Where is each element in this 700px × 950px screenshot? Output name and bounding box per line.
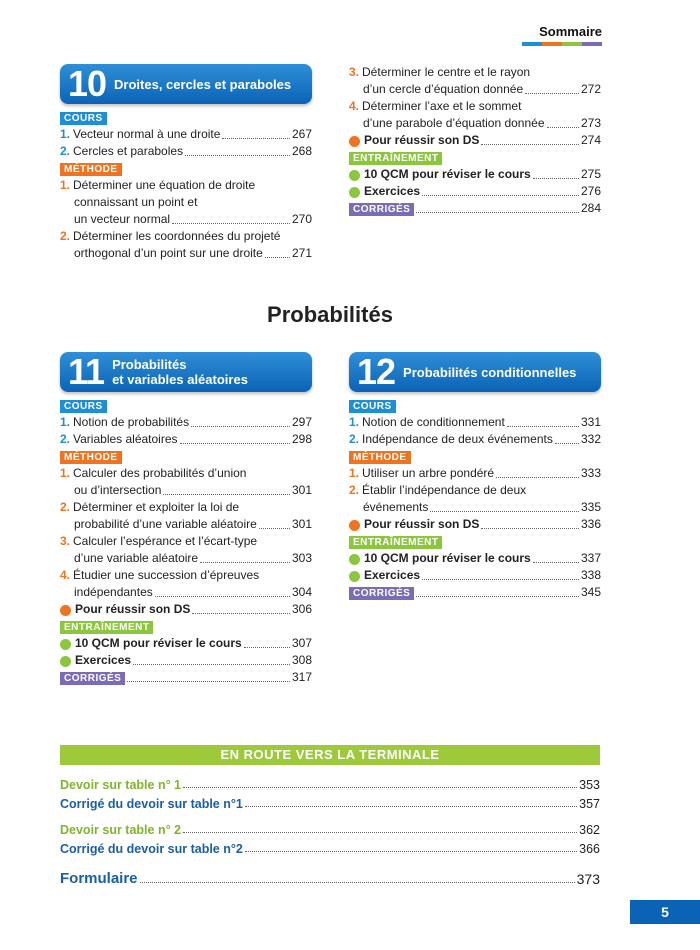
entry-label: Calculer l’espérance et l’écart-type (73, 534, 258, 548)
chapter-10-column-right (349, 64, 601, 217)
toc-entry-qcm[interactable] (60, 635, 312, 652)
route-entry[interactable] (60, 823, 600, 837)
leader-dots (191, 426, 290, 427)
entry-page: 331 (580, 415, 601, 429)
bullet-icon (349, 187, 360, 198)
entry-number: 2. (349, 432, 360, 446)
entry-label: Devoir sur table n° 1 (60, 778, 182, 792)
page-header-title: Sommaire (539, 24, 602, 39)
entry-number: 1. (60, 178, 71, 192)
entry-page: 338 (580, 568, 601, 582)
chapter-number: 10 (68, 63, 107, 104)
entry-label: Notion de probabilités (73, 415, 190, 429)
color-bar-segment (542, 42, 562, 46)
entry-page: 308 (291, 653, 312, 667)
chapter-number: 12 (357, 351, 396, 392)
leader-dots (192, 613, 290, 614)
toc-entry-qcm[interactable] (349, 166, 601, 183)
toc-entry-exercices[interactable] (349, 183, 601, 200)
formulaire-entry[interactable] (60, 870, 600, 887)
toc-entry-qcm[interactable] (349, 550, 601, 567)
entry-label: Corrigé du devoir sur table n°1 (60, 797, 243, 811)
entry-label: Déterminer les coordonnées du projeté (73, 229, 281, 243)
toc-entry[interactable] (349, 98, 601, 132)
entry-label: Cercles et paraboles (73, 144, 184, 158)
entry-number: 1. (60, 466, 71, 480)
chapter-11-column (60, 352, 312, 686)
entry-page: 303 (291, 551, 312, 565)
chapter-10-header[interactable] (60, 64, 312, 104)
chapter-title (112, 357, 248, 387)
entry-page: 357 (579, 797, 600, 811)
entry-number: 1. (60, 127, 71, 141)
formulaire-label: Formulaire (60, 870, 138, 887)
entry-label: d’une variable aléatoire (74, 551, 199, 565)
color-bar-segment (562, 42, 582, 46)
entry-label: Variables aléatoires (73, 432, 178, 446)
toc-entry-ds[interactable] (60, 601, 312, 618)
leader-dots (265, 257, 290, 258)
entry-page: 373 (576, 871, 600, 887)
toc-entry-ds[interactable] (349, 132, 601, 149)
entry-label: ou d’intersection (74, 483, 162, 497)
leader-dots (533, 178, 579, 179)
cours-tag: COURS (60, 112, 107, 125)
leader-dots (180, 443, 290, 444)
section-title: Probabilités (267, 302, 393, 327)
entry-label: 10 QCM pour réviser le cours (364, 551, 531, 565)
entry-label: Indépendance de deux événements (362, 432, 553, 446)
entry-page: 335 (580, 500, 601, 514)
entry-label: Étudier une succession d’épreuves (73, 568, 260, 582)
entry-label: Calculer des probabilités d’union (73, 466, 247, 480)
leader-dots (259, 528, 290, 529)
corriges-tag: CORRIGÉS (60, 672, 125, 685)
leader-dots (422, 195, 579, 196)
entry-page: 267 (291, 127, 312, 141)
route-entry[interactable] (60, 797, 600, 811)
chapter-title: Probabilités conditionnelles (403, 364, 577, 380)
leader-dots (172, 223, 290, 224)
entry-page: 337 (580, 551, 601, 565)
entry-label: Vecteur normal à une droite (73, 127, 221, 141)
chapter-title: Droites, cercles et paraboles (114, 76, 292, 92)
leader-dots (555, 443, 579, 444)
toc-entry[interactable] (60, 499, 312, 533)
entry-label: Exercices (75, 653, 132, 667)
toc-entry[interactable] (349, 414, 601, 431)
chapter-11-header[interactable] (60, 352, 312, 392)
bullet-icon (349, 520, 360, 531)
toc-entry[interactable] (60, 177, 312, 228)
bullet-icon (60, 656, 71, 667)
entry-label: indépendantes (74, 585, 153, 599)
entry-page: 366 (579, 842, 600, 856)
entry-label: Exercices (364, 568, 421, 582)
entry-page: 317 (291, 670, 312, 684)
toc-entry[interactable] (60, 431, 312, 448)
leader-dots (481, 528, 579, 529)
toc-entry-ds[interactable] (349, 516, 601, 533)
chapter-12-header[interactable] (349, 352, 601, 392)
leader-dots (481, 144, 579, 145)
chapter-12-column (349, 352, 601, 601)
toc-entry[interactable] (60, 465, 312, 499)
toc-entry[interactable] (349, 64, 601, 98)
toc-entry[interactable] (60, 126, 312, 143)
leader-dots (127, 681, 290, 682)
entry-number: 3. (349, 65, 360, 79)
entrainement-tag: ENTRAÎNEMENT (349, 536, 442, 549)
toc-entry[interactable] (349, 465, 601, 482)
header-color-bar (522, 42, 602, 46)
chapter-title-line: et variables aléatoires (112, 372, 248, 387)
entry-page: 336 (580, 517, 601, 531)
leader-dots (533, 562, 579, 563)
bullet-icon (60, 605, 71, 616)
toc-entry-exercices[interactable] (349, 567, 601, 584)
entry-page: 307 (291, 636, 312, 650)
bullet-icon (349, 170, 360, 181)
toc-entry[interactable] (349, 482, 601, 516)
color-bar-segment (522, 42, 542, 46)
methode-tag: MÉTHODE (60, 451, 122, 464)
entry-label: d’une parabole d’équation donnée (363, 116, 545, 130)
entry-number: 2. (60, 500, 71, 514)
leader-dots (507, 426, 579, 427)
entry-label: connaissant un point et (74, 195, 198, 209)
chapter-number: 11 (68, 351, 105, 392)
leader-dots (163, 494, 290, 495)
methode-tag: MÉTHODE (60, 163, 122, 176)
entry-label: un vecteur normal (74, 212, 171, 226)
entry-label: orthogonal d’un point sur une droite (74, 246, 263, 260)
entry-page: 275 (580, 167, 601, 181)
leader-dots (222, 138, 290, 139)
leader-dots (244, 647, 290, 648)
entry-label: d’un cercle d’équation donnée (363, 82, 524, 96)
leader-dots (183, 787, 577, 788)
leader-dots (200, 562, 290, 563)
leader-dots (140, 882, 575, 883)
entry-number: 4. (349, 99, 360, 113)
entry-page: 332 (580, 432, 601, 446)
leader-dots (422, 579, 579, 580)
corriges-tag: CORRIGÉS (349, 203, 414, 216)
route-entry[interactable] (60, 778, 600, 792)
entrainement-tag: ENTRAÎNEMENT (349, 152, 442, 165)
entry-label: Corrigé du devoir sur table n°2 (60, 842, 243, 856)
corriges-tag: CORRIGÉS (349, 587, 414, 600)
bullet-icon (349, 554, 360, 565)
toc-entry[interactable] (60, 533, 312, 567)
entry-label: 10 QCM pour réviser le cours (75, 636, 242, 650)
bullet-icon (60, 639, 71, 650)
leader-dots (245, 806, 577, 807)
page-number: 5 (630, 900, 700, 924)
entry-label: probabilité d’une variable aléatoire (74, 517, 257, 531)
entry-label: Devoir sur table n° 2 (60, 823, 182, 837)
entry-label: 10 QCM pour réviser le cours (364, 167, 531, 181)
entry-number: 2. (60, 229, 71, 243)
leader-dots (496, 477, 579, 478)
chapter-title-line: Probabilités (112, 357, 187, 372)
entry-label: Déterminer une équation de droite (73, 178, 256, 192)
entry-page: 345 (580, 585, 601, 599)
entry-number: 2. (349, 483, 360, 497)
entry-number: 2. (60, 432, 71, 446)
toc-entry[interactable] (60, 567, 312, 601)
entry-label: Établir l’indépendance de deux (362, 483, 527, 497)
entry-page: 304 (291, 585, 312, 599)
entry-label: Déterminer et exploiter la loi de (73, 500, 240, 514)
bullet-icon (349, 136, 360, 147)
entry-label: Déterminer le centre et le rayon (362, 65, 531, 79)
entry-number: 2. (60, 144, 71, 158)
leader-dots (245, 851, 577, 852)
entry-page: 333 (580, 466, 601, 480)
entry-page: 362 (579, 823, 600, 837)
toc-entry-corriges[interactable] (349, 584, 601, 601)
entry-page: 284 (580, 201, 601, 215)
entry-page: 270 (291, 212, 312, 226)
entry-page: 297 (291, 415, 312, 429)
chapter-10-column-left (60, 64, 312, 262)
leader-dots (183, 832, 577, 833)
entry-number: 1. (349, 415, 360, 429)
leader-dots (133, 664, 290, 665)
leader-dots (185, 155, 290, 156)
route-list (60, 778, 600, 861)
entry-label: événements (363, 500, 429, 514)
entry-label: Pour réussir son DS (75, 602, 191, 616)
entry-label: Déterminer l’axe et le sommet (362, 99, 522, 113)
leader-dots (155, 596, 290, 597)
entry-page: 271 (291, 246, 312, 260)
entry-number: 1. (349, 466, 360, 480)
entry-page: 272 (580, 82, 601, 96)
entry-page: 298 (291, 432, 312, 446)
toc-entry-corriges[interactable] (349, 200, 601, 217)
toc-entry[interactable] (60, 143, 312, 160)
leader-dots (547, 127, 579, 128)
entry-label: Pour réussir son DS (364, 133, 480, 147)
entry-page: 268 (291, 144, 312, 158)
entry-label: Utiliser un arbre pondéré (362, 466, 495, 480)
entry-label: Notion de conditionnement (362, 415, 505, 429)
entrainement-tag: ENTRAÎNEMENT (60, 621, 153, 634)
leader-dots (430, 511, 579, 512)
entry-label: Pour réussir son DS (364, 517, 480, 531)
color-bar-segment (582, 42, 602, 46)
leader-dots (416, 596, 579, 597)
route-section-header: EN ROUTE VERS LA TERMINALE (60, 745, 600, 765)
leader-dots (416, 212, 579, 213)
leader-dots (525, 93, 579, 94)
entry-page: 306 (291, 602, 312, 616)
cours-tag: COURS (60, 400, 107, 413)
entry-number: 4. (60, 568, 71, 582)
entry-page: 301 (291, 517, 312, 531)
entry-label: Exercices (364, 184, 421, 198)
toc-entry[interactable] (60, 228, 312, 262)
entry-number: 3. (60, 534, 71, 548)
entry-page: 274 (580, 133, 601, 147)
toc-entry[interactable] (60, 414, 312, 431)
methode-tag: MÉTHODE (349, 451, 411, 464)
toc-entry-exercices[interactable] (60, 652, 312, 669)
cours-tag: COURS (349, 400, 396, 413)
toc-entry[interactable] (349, 431, 601, 448)
entry-page: 276 (580, 184, 601, 198)
entry-page: 273 (580, 116, 601, 130)
route-entry[interactable] (60, 842, 600, 856)
entry-page: 353 (579, 778, 600, 792)
toc-entry-corriges[interactable] (60, 669, 312, 686)
entry-page: 301 (291, 483, 312, 497)
bullet-icon (349, 571, 360, 582)
entry-number: 1. (60, 415, 71, 429)
